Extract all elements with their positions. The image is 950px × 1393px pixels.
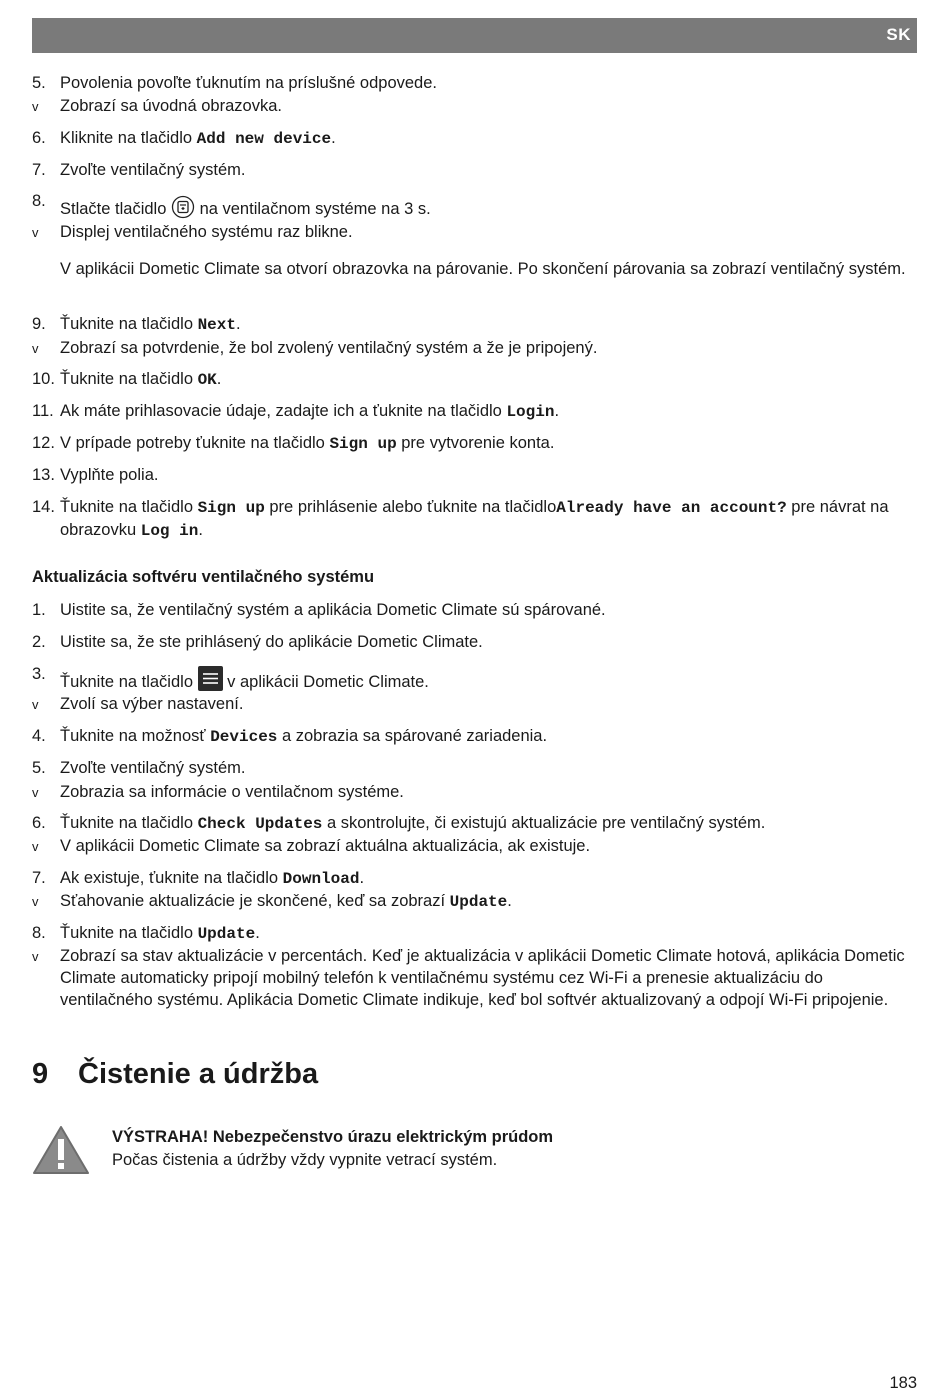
result-arrow-icon: v bbox=[32, 341, 39, 356]
item-number: 11. bbox=[32, 402, 54, 420]
item-number: 7. bbox=[32, 161, 46, 179]
result-arrow-icon: v bbox=[32, 949, 39, 964]
item-text: Zobrazí sa stav aktualizácie v percentách. Keď je aktualizácia v aplikácii Dometic Climate hotová, aplikácia Dometic Climate automaticky pripojí mobilný telefón k ventilačnému systému cez Wi-Fi a prenesie aktualizáciu do ventilačného systému. Aplikácia Dometic Climate indikuje, keď bol softvér aktualizovaný a odpojí Wi-Fi pripojenie. bbox=[60, 947, 905, 1009]
item-text: Stlačte tlačidlo na ventilačnom systéme na 3 s. bbox=[60, 198, 914, 220]
item-number: 12. bbox=[32, 434, 55, 452]
ui-label: Update bbox=[197, 925, 256, 943]
item-number: 8. bbox=[32, 924, 46, 942]
chapter-number: 9 bbox=[32, 1058, 49, 1090]
item-text: V aplikácii Dometic Climate sa otvorí obrazovka na párovanie. Po skončení párovania sa zobrazí ventilačný systém. bbox=[60, 260, 906, 278]
item-text: Ťuknite na tlačidlo Check Updates a skontrolujte, či existujú aktualizácie pre ventilačný systém. bbox=[60, 814, 766, 833]
item-number: 10. bbox=[32, 370, 55, 388]
result-arrow-icon: v bbox=[32, 99, 39, 114]
result-arrow-icon: v bbox=[32, 839, 39, 854]
ui-label: OK bbox=[197, 371, 217, 389]
item-text: Ťuknite na tlačidlo Next. bbox=[60, 315, 241, 334]
result-arrow-icon: v bbox=[32, 785, 39, 800]
item-text: Povolenia povoľte ťuknutím na príslušné odpovede. bbox=[60, 74, 437, 92]
item-text: Zvoľte ventilačný systém. bbox=[60, 759, 246, 777]
result-arrow-icon: v bbox=[32, 697, 39, 712]
chapter-title: Čistenie a údržba bbox=[78, 1058, 319, 1090]
ui-label: Update bbox=[449, 893, 508, 911]
language-label: SK bbox=[886, 25, 911, 44]
item-text: Uistite sa, že ventilačný systém a aplikácia Dometic Climate sú spárované. bbox=[60, 601, 606, 619]
item-text: Zobrazí sa úvodná obrazovka. bbox=[60, 97, 282, 115]
item-text: Ťuknite na tlačidlo OK. bbox=[60, 370, 222, 389]
item-text: V aplikácii Dometic Climate sa zobrazí aktuálna aktualizácia, ak existuje. bbox=[60, 837, 591, 855]
ui-label: Sign up bbox=[197, 499, 265, 517]
item-number: 14. bbox=[32, 498, 55, 516]
menu-icon bbox=[198, 666, 223, 691]
page-number: 183 bbox=[889, 1374, 917, 1392]
ui-label: Next bbox=[197, 316, 236, 334]
item-text: Vyplňte polia. bbox=[60, 466, 159, 484]
item-text: Ak existuje, ťuknite na tlačidlo Download. bbox=[60, 869, 365, 888]
warning-title: VÝSTRAHA! Nebezpečenstvo úrazu elektrickým prúdom bbox=[112, 1128, 554, 1146]
item-number: 3. bbox=[32, 665, 46, 683]
result-arrow-icon: v bbox=[32, 225, 39, 240]
item-number: 4. bbox=[32, 727, 46, 745]
item-text: Ťuknite na tlačidlo v aplikácii Dometic Climate. bbox=[60, 671, 914, 693]
item-text: Zvoľte ventilačný systém. bbox=[60, 161, 246, 179]
item-text: Ak máte prihlasovacie údaje, zadajte ich a ťuknite na tlačidlo Login. bbox=[60, 402, 560, 421]
item-number: 6. bbox=[32, 129, 46, 147]
item-number: 13. bbox=[32, 466, 55, 484]
ui-label: Sign up bbox=[329, 435, 397, 453]
warning-body: Počas čistenia a údržby vždy vypnite vetrací systém. bbox=[112, 1151, 498, 1169]
chapter-heading bbox=[32, 1058, 318, 1091]
ui-label: Devices bbox=[210, 728, 278, 746]
ui-label: Download bbox=[282, 870, 360, 888]
item-number: 8. bbox=[32, 192, 46, 210]
timer-button-icon bbox=[171, 195, 195, 219]
item-number: 2. bbox=[32, 633, 46, 651]
item-text: Zobrazia sa informácie o ventilačnom systéme. bbox=[60, 783, 404, 801]
item-text: Kliknite na tlačidlo Add new device. bbox=[60, 129, 336, 148]
item-text: Zobrazí sa potvrdenie, že bol zvolený ventilačný systém a že je pripojený. bbox=[60, 339, 598, 357]
ui-label: Log in bbox=[140, 522, 199, 540]
item-text: Ťuknite na tlačidlo Sign up pre prihlásenie alebo ťuknite na tlačidloAlready have an account? pre návrat na obrazovku Log in. bbox=[60, 498, 889, 540]
item-number: 6. bbox=[32, 814, 46, 832]
item-number: 1. bbox=[32, 601, 46, 619]
item-number: 7. bbox=[32, 869, 46, 887]
ui-label: Already have an account? bbox=[556, 499, 787, 517]
item-number: 5. bbox=[32, 759, 46, 777]
result-arrow-icon: v bbox=[32, 894, 39, 909]
item-text: Uistite sa, že ste prihlásený do aplikácie Dometic Climate. bbox=[60, 633, 483, 651]
item-text: Displej ventilačného systému raz blikne. bbox=[60, 223, 353, 241]
ui-label: Check Updates bbox=[197, 815, 323, 833]
item-number: 5. bbox=[32, 74, 46, 92]
header-bar bbox=[32, 18, 917, 53]
ui-label: Add new device bbox=[196, 130, 332, 148]
item-text: Ťuknite na možnosť Devices a zobrazia sa spárované zariadenia. bbox=[60, 727, 548, 746]
item-text: Sťahovanie aktualizácie je skončené, keď sa zobrazí Update. bbox=[60, 892, 512, 911]
item-text: Ťuknite na tlačidlo Update. bbox=[60, 924, 260, 943]
warning-triangle-icon bbox=[32, 1124, 90, 1176]
section-title: Aktualizácia softvéru ventilačného systému bbox=[32, 568, 375, 586]
item-number: 9. bbox=[32, 315, 46, 333]
item-text: V prípade potreby ťuknite na tlačidlo Sign up pre vytvorenie konta. bbox=[60, 434, 555, 453]
item-text: Zvolí sa výber nastavení. bbox=[60, 695, 244, 713]
ui-label: Login bbox=[506, 403, 555, 421]
